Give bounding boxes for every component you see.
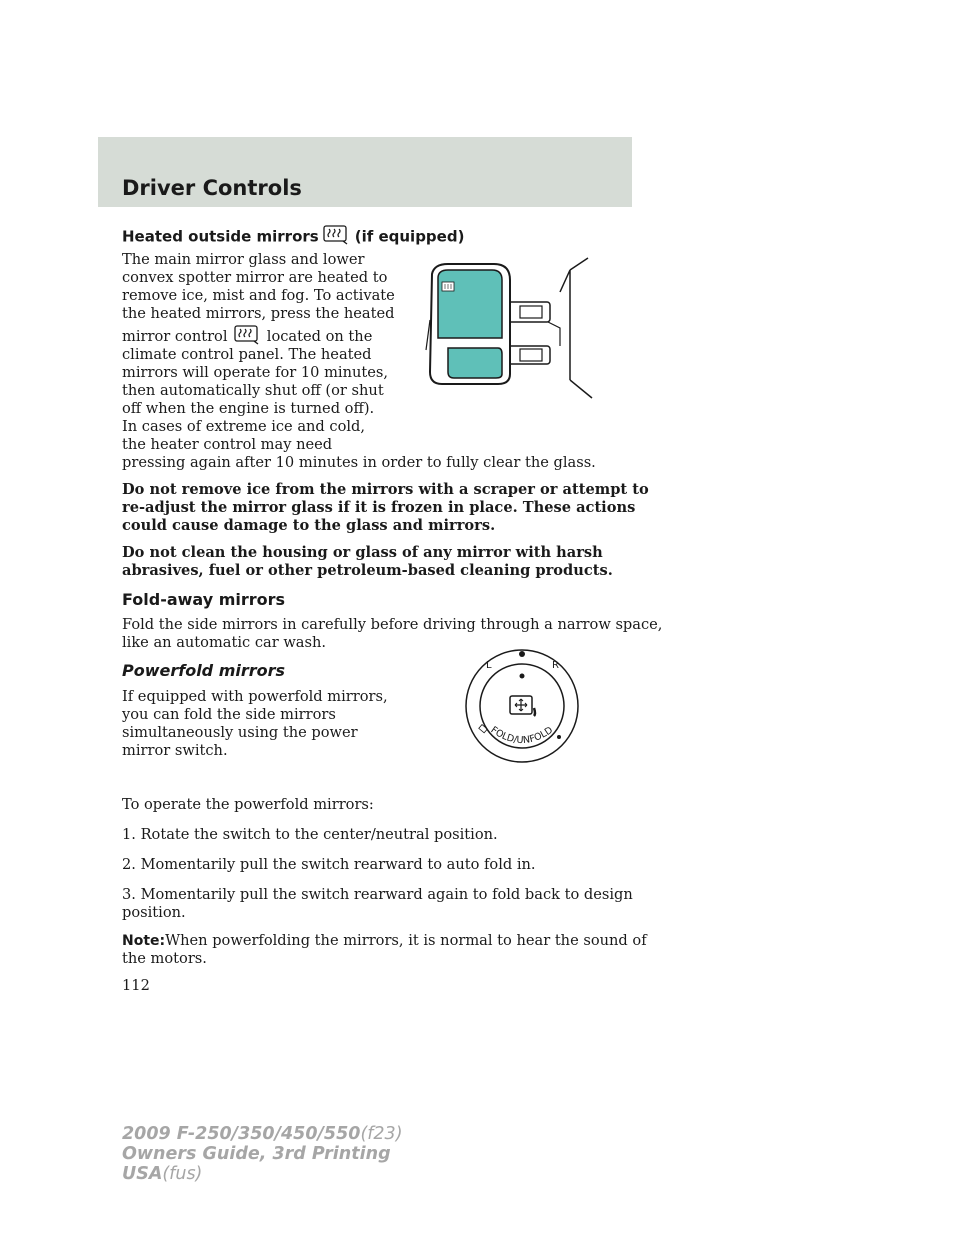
footer [122, 1124, 403, 1184]
operate-intro: To operate the powerfold mirrors: [122, 796, 374, 813]
step-3-line: position. [122, 904, 186, 921]
heated-mirror-illustration [420, 250, 600, 444]
heated-mirrors-heading-text: Heated outside mirrors [122, 227, 319, 246]
heated-mirror-icon [323, 225, 349, 249]
warning-line: abrasives, fuel or other petroleum-based cleaning products. [122, 562, 613, 579]
powerfold-heading: Powerfold mirrors [122, 661, 286, 680]
icon-line-pre: mirror control [122, 328, 228, 345]
footer-line-2: Owners Guide, 3rd Printing [122, 1144, 391, 1164]
heated-mirrors-line: convex spotter mirror are heated to [122, 269, 388, 286]
note-line [122, 932, 647, 950]
fold-away-heading: Fold-away mirrors [122, 590, 286, 609]
heated-mirrors-line: the heated mirrors, press the heated [122, 305, 395, 322]
powerfold-intro-line: you can fold the side mirrors [122, 706, 336, 723]
heated-mirrors-heading [122, 225, 464, 249]
heated-mirrors-line: climate control panel. The heated [122, 346, 372, 363]
step-1: 1. Rotate the switch to the center/neutral position. [122, 826, 498, 843]
switch-right-label: R [552, 660, 559, 671]
powerfold-intro-line: If equipped with powerfold mirrors, [122, 688, 388, 705]
footer-line-1 [122, 1124, 403, 1144]
step-2: 2. Momentarily pull the switch rearward to auto fold in. [122, 856, 536, 873]
fold-away-line: Fold the side mirrors in carefully before driving through a narrow space, [122, 616, 663, 633]
fold-away-line: like an automatic car wash. [122, 634, 327, 651]
powerfold-intro-line: simultaneously using the power [122, 724, 358, 741]
powerfold-intro-line: mirror switch. [122, 742, 228, 759]
heated-mirrors-line: the heater control may need [122, 436, 333, 453]
heated-mirrors-line: off when the engine is turned off). [122, 400, 375, 417]
heated-mirrors-line: The main mirror glass and lower [122, 251, 365, 268]
footer-model: 2009 F-250/350/450/550 [122, 1124, 361, 1144]
heated-mirrors-line: remove ice, mist and fog. To activate [122, 287, 395, 304]
warning-line: Do not remove ice from the mirrors with a scraper or attempt to [122, 481, 649, 498]
switch-fold-label: FOLD/UNFOLD [488, 724, 556, 747]
heated-mirrors-line: In cases of extreme ice and cold, [122, 418, 366, 435]
section-title: Driver Controls [122, 176, 302, 200]
note-text: When powerfolding the mirrors, it is normal to hear the sound of [165, 932, 647, 949]
footer-market: USA [122, 1164, 163, 1184]
heated-mirrors-line: pressing again after 10 minutes in order to fully clear the glass. [122, 454, 596, 471]
switch-left-label: L [486, 660, 492, 671]
heated-mirrors-line: mirrors will operate for 10 minutes, [122, 364, 389, 381]
footer-market-code: (fus) [162, 1164, 203, 1184]
note-label: Note: [122, 933, 166, 949]
footer-line-3 [122, 1164, 403, 1184]
powerfold-switch-illustration [462, 640, 582, 774]
warning-line: re-adjust the mirror glass if it is frozen in place. These actions [122, 499, 636, 516]
note-line: the motors. [122, 950, 207, 967]
page-number: 112 [122, 977, 150, 994]
warning-line: could cause damage to the glass and mirrors. [122, 517, 496, 534]
heated-mirrors-line: then automatically shut off (or shut [122, 382, 384, 399]
footer-model-code: (f23) [360, 1124, 403, 1144]
step-3-line: 3. Momentarily pull the switch rearward again to fold back to design [122, 886, 633, 903]
warning-line: Do not clean the housing or glass of any mirror with harsh [122, 544, 603, 561]
heated-mirrors-heading-qualifier: (if equipped) [354, 227, 465, 246]
icon-line-post: located on the [266, 328, 373, 345]
